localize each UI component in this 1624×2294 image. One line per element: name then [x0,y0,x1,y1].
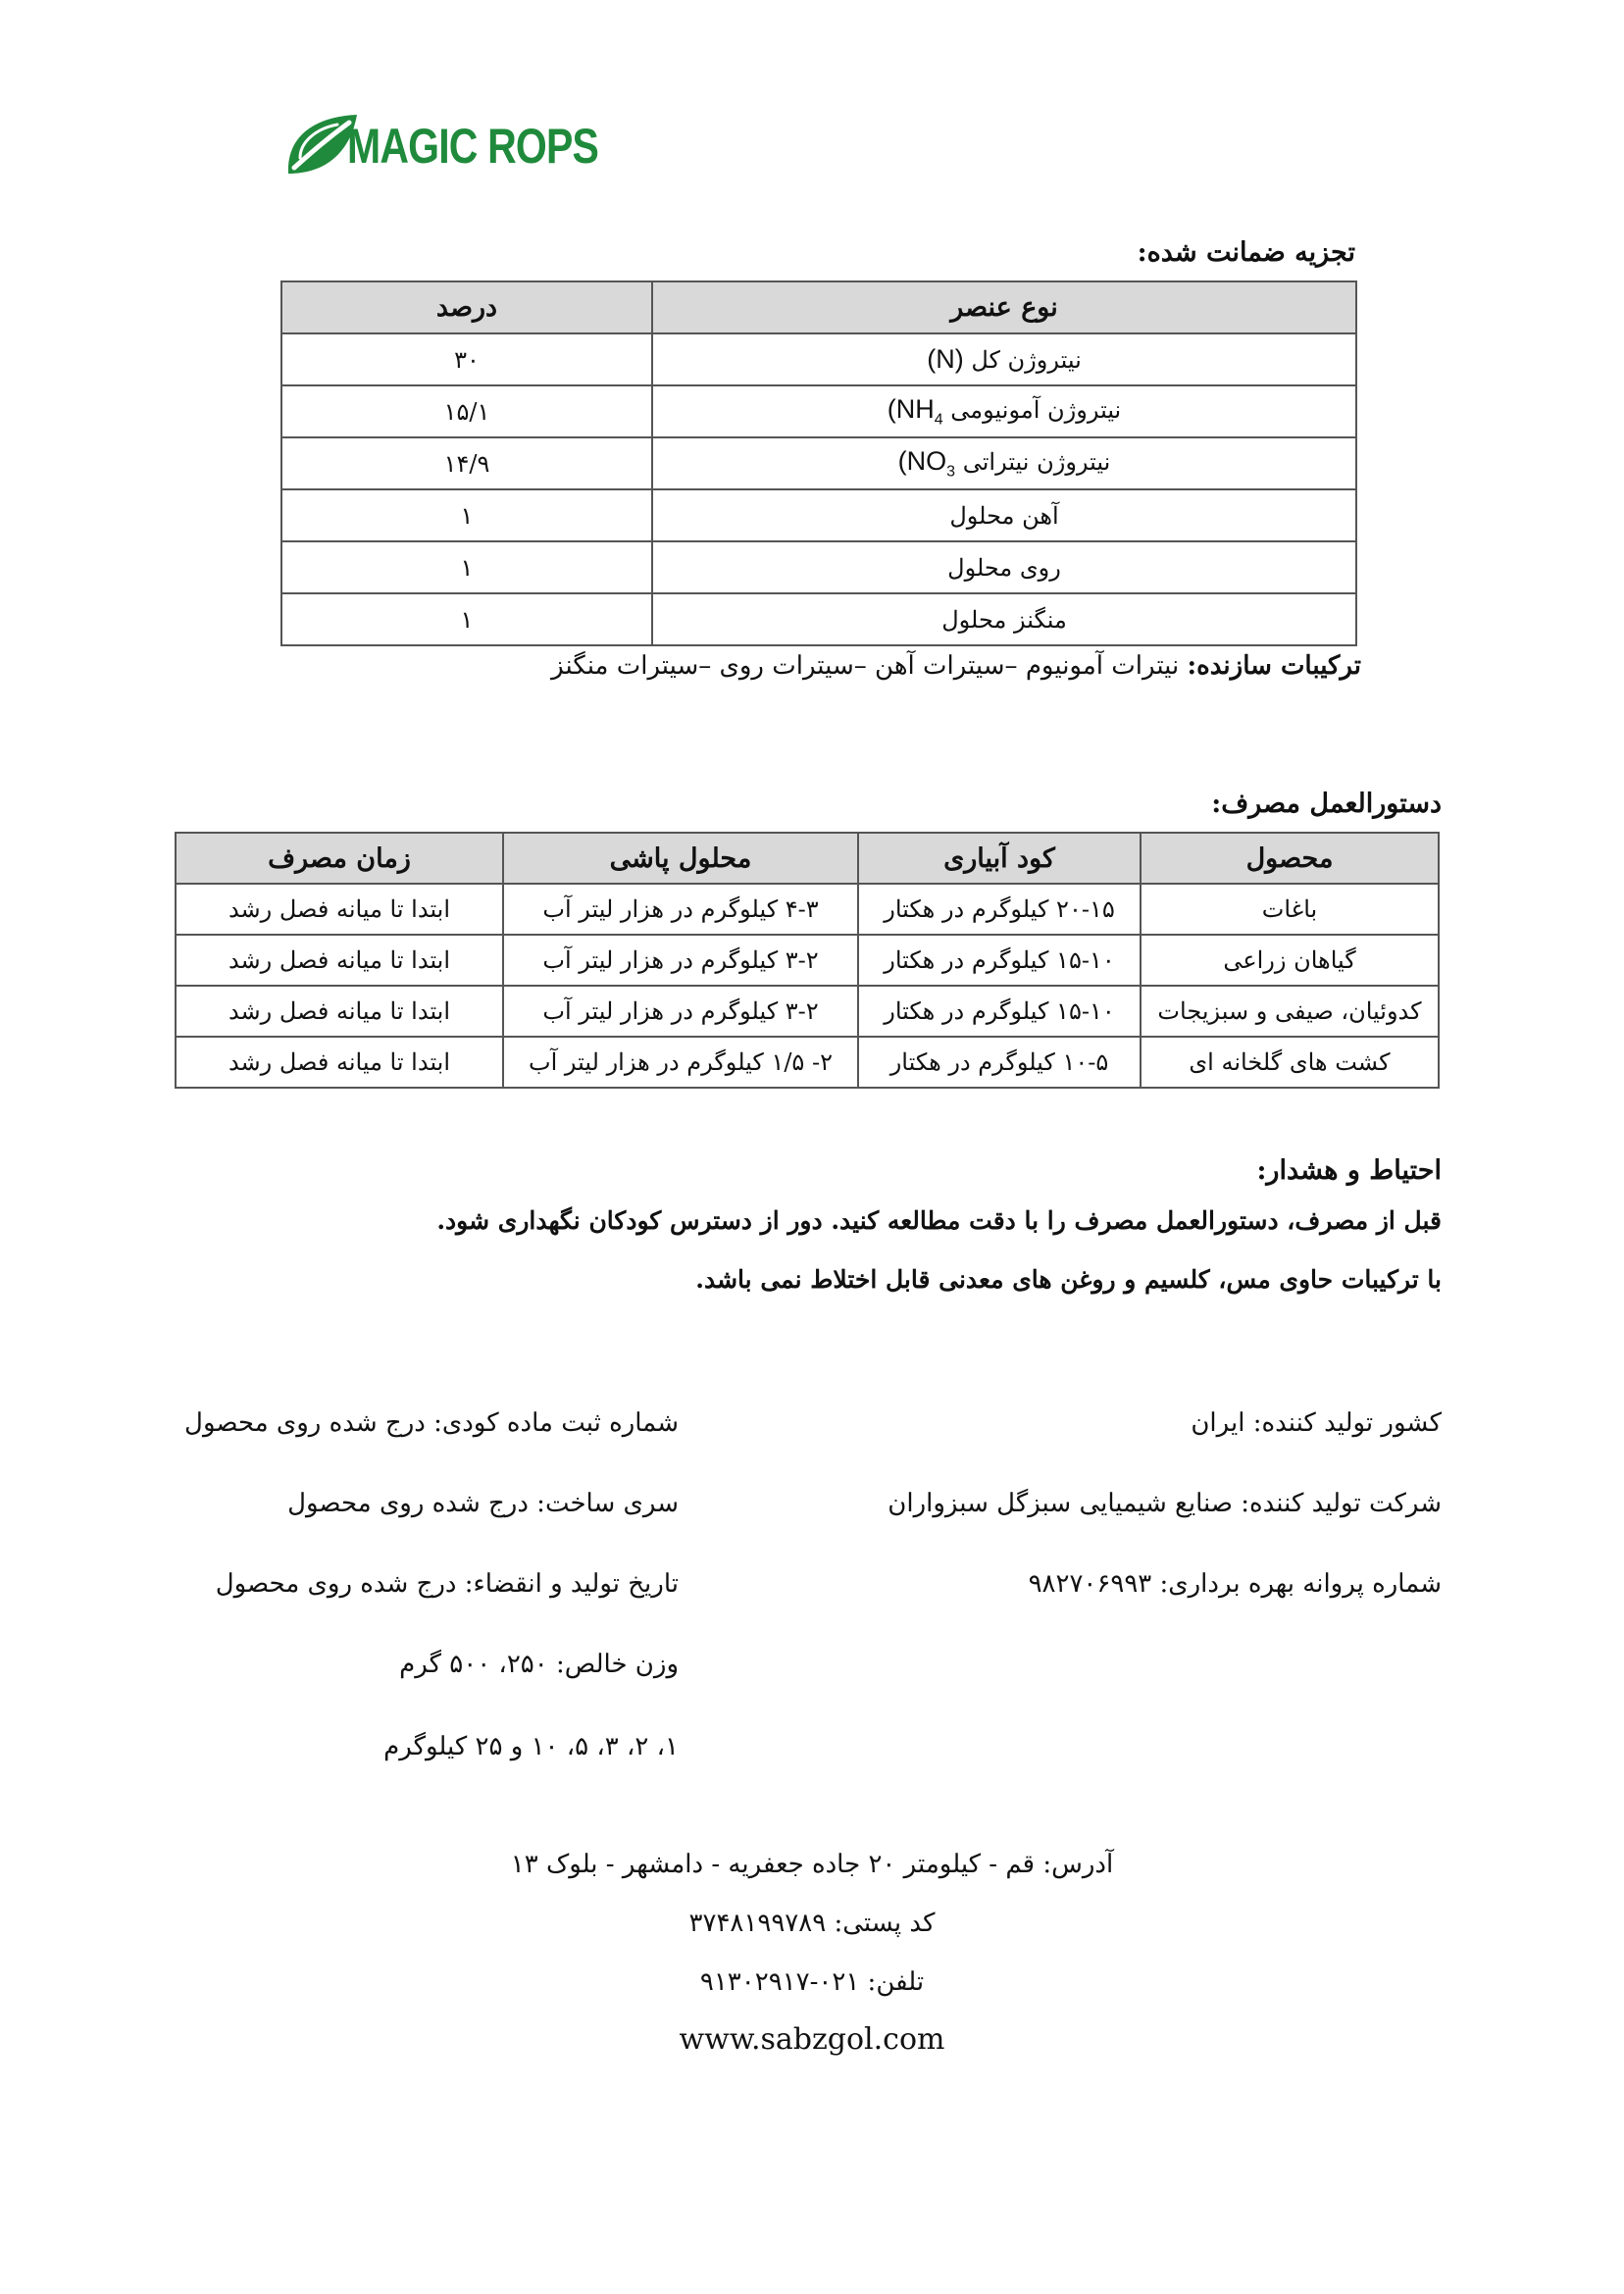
license-info: شماره پروانه بهره برداری: ۹۸۲۷۰۶۹۹۳ [1028,1569,1442,1599]
element-cell [652,541,1356,593]
country-info: کشور تولید کننده: ایران [1191,1408,1442,1438]
table-row [281,385,1356,437]
time-cell: ابتدا تا میانه فصل رشد [176,935,503,986]
percent-cell: ۱۴/۹ [281,437,652,489]
irrigation-cell: ۱۵-۱۰ کیلوگرم در هکتار [858,986,1141,1037]
warning-line-1: قبل از مصرف، دستورالعمل مصرف را با دقت مطالعه کنید. دور از دسترس کودکان نگهداری شود. [436,1206,1442,1235]
formula-subscript: 3 [946,463,956,481]
website-link[interactable]: www.sabzgol.com [679,2022,945,2057]
crop-cell: گیاهان زراعی [1141,935,1439,986]
table-row [281,541,1356,593]
element-label: نیتروژن کل [971,346,1082,374]
formula-text: (NO [897,445,947,476]
formula-text: (N) [927,344,964,374]
time-cell: ابتدا تا میانه فصل رشد [176,1037,503,1088]
table-row [176,884,1439,935]
table-row [281,437,1356,489]
logo-text: MAGIC ROPS [347,119,599,174]
warning-line-2: با ترکیبات حاوی مس، کلسیم و روغن های معدنی قابل اختلاط نمی باشد. [695,1265,1442,1294]
postal-code: کد پستی: ۳۷۴۸۱۹۹۷۸۹ [688,1909,936,1938]
phone: تلفن: ۰۲۱-۹۱۳۰۲۹۱۷ [699,1967,925,1997]
irrigation-cell: ۱۰-۵ کیلوگرم در هکتار [858,1037,1141,1088]
percent-cell: ۱۵/۱ [281,385,652,437]
element-formula [927,344,963,374]
registration-info: شماره ثبت ماده کودی: درج شده روی محصول [184,1408,679,1438]
element-cell [652,333,1356,385]
crop-cell: باغات [1141,884,1439,935]
formula-text: (NH [887,393,935,424]
analysis-heading: تجزیه ضمانت شده: [1137,237,1355,268]
crop-cell: کشت های گلخانه ای [1141,1037,1439,1088]
dates-info: تاریخ تولید و انقضاء: درج شده روی محصول [215,1569,679,1599]
table-row [281,593,1356,645]
spray-cell: ۴-۳ کیلوگرم در هزار لیتر آب [503,884,858,935]
table-row [176,935,1439,986]
element-cell [652,437,1356,489]
header-irrigation: کود آبیاری [858,833,1141,884]
weight-info: وزن خالص: ۲۵۰، ۵۰۰ گرم [399,1650,679,1679]
element-cell [652,385,1356,437]
usage-table [175,832,1440,1089]
table-row [281,489,1356,541]
element-formula [897,445,956,481]
address: آدرس: قم - کیلومتر ۲۰ جاده جعفریه - دامشهر - بلوک ۱۳ [510,1850,1114,1879]
table-row [176,1037,1439,1088]
formula-subscript: 4 [934,411,943,429]
table-header-row [176,833,1439,884]
spray-cell: ۳-۲ کیلوگرم در هزار لیتر آب [503,986,858,1037]
composition-label: ترکیبات سازنده: [1187,651,1361,681]
table-row [176,986,1439,1037]
crop-cell: کدوئیان، صیفی و سبزیجات [1141,986,1439,1037]
percent-cell: ۱ [281,489,652,541]
brand-logo [282,104,616,188]
weight-kg-info: ۱، ۲، ۳، ۵، ۱۰ و ۲۵ کیلوگرم [383,1732,679,1761]
time-cell: ابتدا تا میانه فصل رشد [176,884,503,935]
percent-cell: ۱ [281,541,652,593]
irrigation-cell: ۲۰-۱۵ کیلوگرم در هکتار [858,884,1141,935]
composition-line [551,651,1361,681]
spray-cell: ۳-۲ کیلوگرم در هزار لیتر آب [503,935,858,986]
header-spray: محلول پاشی [503,833,858,884]
element-cell [652,593,1356,645]
element-label: نیتروژن آمونیومی [950,395,1122,424]
element-label: آهن محلول [949,501,1059,530]
analysis-table [280,280,1357,646]
usage-heading: دستورالعمل مصرف: [1211,789,1442,819]
composition-text: نیترات آمونیوم –سیترات آهن –سیترات روی –سیترات منگنز [551,651,1188,681]
element-label: روی محلول [947,553,1061,582]
warning-heading: احتیاط و هشدار: [1256,1155,1442,1186]
table-header-row [281,281,1356,333]
header-element: نوع عنصر [652,281,1356,333]
time-cell: ابتدا تا میانه فصل رشد [176,986,503,1037]
element-formula [887,393,943,429]
company-info: شرکت تولید کننده: صنایع شیمیایی سبزگل سبزواران [888,1489,1442,1518]
irrigation-cell: ۱۵-۱۰ کیلوگرم در هکتار [858,935,1141,986]
element-cell [652,489,1356,541]
header-percent: درصد [281,281,652,333]
table-row [281,333,1356,385]
header-crop: محصول [1141,833,1439,884]
batch-info: سری ساخت: درج شده روی محصول [287,1489,679,1518]
percent-cell: ۳۰ [281,333,652,385]
spray-cell: ۲- ۱/۵ کیلوگرم در هزار لیتر آب [503,1037,858,1088]
header-time: زمان مصرف [176,833,503,884]
element-label: منگنز محلول [941,605,1067,634]
element-label: نیتروژن نیتراتی [962,447,1111,476]
percent-cell: ۱ [281,593,652,645]
